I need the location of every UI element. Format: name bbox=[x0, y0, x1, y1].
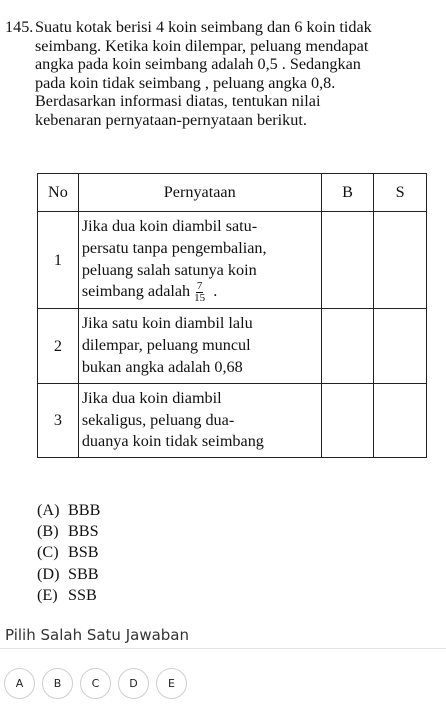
table-row bbox=[38, 212, 427, 309]
option-list bbox=[37, 500, 100, 606]
question-line: pada koin tidak seimbang , peluang angka 0,8. bbox=[35, 73, 336, 92]
question-body bbox=[37, 18, 437, 129]
cell-false bbox=[374, 309, 427, 383]
divider bbox=[0, 648, 446, 649]
statement-cell bbox=[78, 383, 321, 457]
option-label: (C) bbox=[37, 543, 59, 562]
statement-line: dilempar, peluang muncul bbox=[81, 336, 251, 355]
option-label: (B) bbox=[37, 522, 59, 541]
cell-true bbox=[321, 212, 374, 309]
table-header-row bbox=[38, 174, 427, 212]
question-number: 145. bbox=[5, 18, 34, 36]
cell-true bbox=[321, 383, 374, 457]
fraction bbox=[193, 281, 206, 304]
statement-line: Jika satu koin diambil lalu bbox=[81, 314, 253, 333]
statement-line-text: seimbang adalah bbox=[81, 282, 191, 301]
question-line: Berdasarkan informasi diatas, tentukan nilai bbox=[35, 92, 321, 110]
option-value: BBB bbox=[68, 501, 101, 519]
option-value: SSB bbox=[68, 585, 97, 604]
option-value: SBB bbox=[68, 564, 99, 583]
answer-button-d[interactable]: D bbox=[118, 668, 149, 699]
statement-line: persatu tanpa pengembalian, bbox=[81, 238, 267, 257]
option-label: (E) bbox=[37, 585, 58, 604]
question-line: kebenaran pernyataan-pernyataan berikut. bbox=[35, 110, 307, 129]
statement-line: bukan angka adalah 0,68 bbox=[81, 357, 243, 376]
option-label: (A) bbox=[37, 501, 60, 519]
option-label: (D) bbox=[37, 564, 60, 583]
table-row bbox=[38, 309, 427, 383]
fraction-numerator: 7 bbox=[196, 280, 203, 293]
header-false: S bbox=[374, 174, 427, 212]
question-text bbox=[5, 18, 437, 129]
statement-line: Jika dua koin diambil satu- bbox=[81, 217, 258, 235]
question-line: Suatu kotak berisi 4 koin seimbang dan 6 koin tidak bbox=[35, 18, 372, 36]
row-number: 2 bbox=[38, 309, 79, 383]
fraction-denominator: 15 bbox=[194, 292, 206, 305]
answer-button-e[interactable]: E bbox=[156, 668, 187, 699]
option-e bbox=[37, 585, 100, 606]
cell-true bbox=[321, 309, 374, 383]
statement-line: Jika dua koin diambil bbox=[81, 388, 222, 407]
cell-false bbox=[374, 212, 427, 309]
answer-prompt: Pilih Salah Satu Jawaban bbox=[5, 626, 190, 644]
header-no: No bbox=[38, 174, 79, 212]
row-number: 3 bbox=[38, 383, 79, 457]
question-line: angka pada koin seimbang adalah 0,5 . Sedangkan bbox=[35, 55, 361, 73]
question-line: seimbang. Ketika koin dilempar, peluang mendapat bbox=[35, 36, 369, 55]
option-value: BSB bbox=[68, 543, 99, 562]
statement-cell bbox=[78, 212, 321, 309]
row-number: 1 bbox=[38, 212, 79, 309]
statement-suffix: . bbox=[213, 282, 218, 301]
answer-button-c[interactable]: C bbox=[80, 668, 111, 699]
statement-line: sekaligus, peluang dua- bbox=[81, 410, 235, 429]
statement-line: duanya koin tidak seimbang bbox=[81, 432, 264, 451]
statement-line: peluang salah satunya koin bbox=[81, 260, 257, 279]
answer-button-a[interactable]: A bbox=[4, 668, 35, 699]
option-d bbox=[37, 564, 100, 585]
option-value: BBS bbox=[68, 522, 99, 541]
option-c bbox=[37, 542, 100, 563]
header-statement: Pernyataan bbox=[78, 174, 321, 212]
cell-false bbox=[374, 383, 427, 457]
option-a bbox=[37, 500, 100, 521]
statement-line bbox=[82, 281, 319, 304]
header-true: B bbox=[321, 174, 374, 212]
table-row bbox=[38, 383, 427, 457]
answer-button-b[interactable]: B bbox=[42, 668, 73, 699]
statement-table bbox=[37, 173, 427, 458]
option-b bbox=[37, 521, 100, 542]
statement-cell bbox=[78, 309, 321, 383]
answer-buttons bbox=[4, 668, 187, 699]
